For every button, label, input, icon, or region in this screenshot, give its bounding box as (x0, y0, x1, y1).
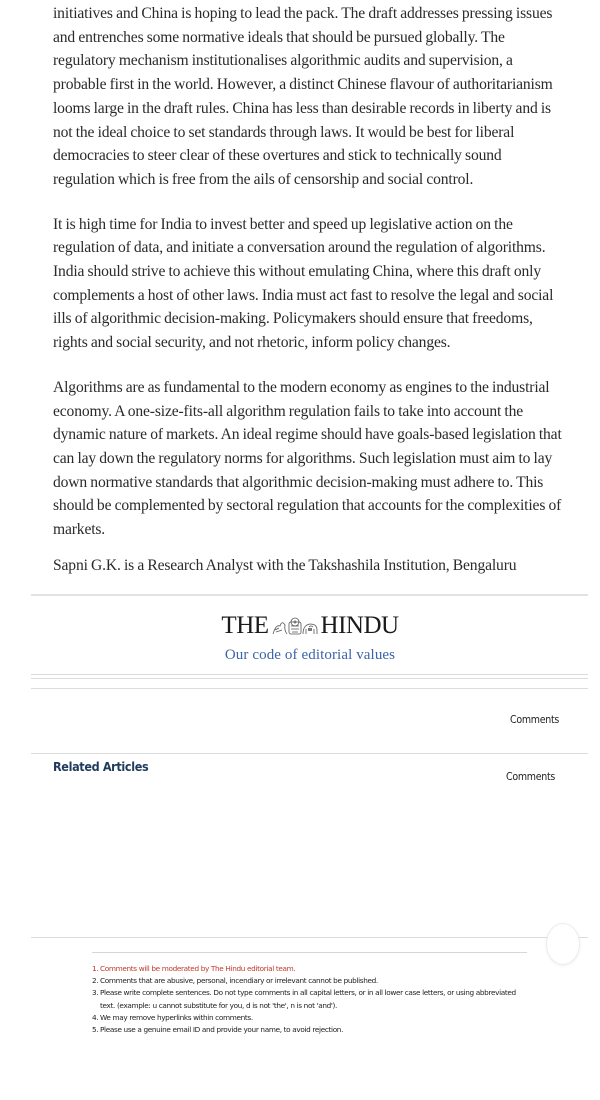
logo-text-right: HINDU (320, 612, 399, 639)
comment-rules-list (92, 963, 532, 1036)
hindu-emblem-icon (270, 616, 320, 636)
divider (31, 678, 588, 679)
article-body (53, 2, 565, 563)
rule-text: Comments will be moderated by The Hindu editorial team. (100, 964, 296, 973)
logo-container (0, 612, 600, 640)
rule-number: 3. (92, 988, 99, 998)
divider (31, 688, 588, 689)
comment-rule (92, 963, 532, 975)
scroll-top-button[interactable] (546, 923, 580, 965)
related-articles-heading: Related Articles (53, 759, 149, 774)
divider (31, 674, 588, 675)
divider (31, 937, 588, 938)
article-paragraph: It is high time for India to invest better and speed up legislative action on the regulation of data, and initiate a conversation around the regulation of algorithms. India should strive to achieve this without emulating China, where this draft only complements a host of other laws. India must act fast to resolve the legal and social ills of algorithmic decision-making. Policymakers should ensure that freedoms, rights and social security, and not rhetoric, inform policy changes. (53, 215, 554, 352)
rule-number: 5. (92, 1025, 99, 1035)
divider (92, 952, 527, 953)
rule-text: Please write complete sentences. Do not type comments in all capital letters, or in all lower case letters, or using abbreviated text. (example: u cannot substitute for you, d is not 'the', n is not 'and'). (100, 988, 516, 1010)
article-paragraph: Algorithms are as fundamental to the modern economy as engines to the industrial economy. A one-size-fits-all algorithm regulation fails to take into account the dynamic nature of markets. An ideal regime should have goals-based legislation that can lay down the regulatory norms for algorithms. Such legislation must aim to lay down normative standards that algorithmic decision-making must adhere to. This should be complemented by sectoral regulation that accounts for the complexities of markets. (53, 378, 562, 539)
divider (31, 753, 588, 754)
article-paragraph: initiatives and China is hoping to lead the pack. The draft addresses pressing issues and entrenches some normative ideals that should be pursued globally. The regulatory mechanism institutionalises algorithmic audits and supervision, a probable first in the world. However, a distinct Chinese flavour of authoritarianism looms large in the draft rules. China has less than desirable records in liberty and is not the ideal choice to set standards through laws. It would be best for liberal democracies to steer clear of these overtures and stick to technically sound regulation which is free from the ails of censorship and social control. (53, 5, 553, 188)
rule-text: We may remove hyperlinks within comments. (100, 1012, 253, 1022)
logo-text-left: THE (221, 612, 269, 639)
comments-toggle[interactable]: Comments (510, 714, 560, 726)
rule-text: Please use a genuine email ID and provide your name, to avoid rejection. (100, 1025, 344, 1035)
rule-text: Comments that are abusive, personal, incendiary or irrelevant cannot be published. (100, 976, 378, 986)
comment-rule (92, 975, 532, 987)
divider (31, 594, 588, 596)
editorial-values-link[interactable]: Our code of editorial values (224, 647, 396, 663)
comment-rule (92, 1012, 532, 1024)
comment-rule (92, 987, 532, 1011)
the-hindu-logo[interactable] (221, 612, 398, 640)
rule-number: 1. (92, 964, 99, 973)
comments-link[interactable]: Comments (506, 771, 556, 783)
rule-number: 2. (92, 976, 99, 986)
comment-rule (92, 1024, 532, 1036)
author-note: Sapni G.K. is a Research Analyst with the Takshashila Institution, Bengaluru (53, 557, 517, 574)
rule-number: 4. (92, 1012, 99, 1022)
